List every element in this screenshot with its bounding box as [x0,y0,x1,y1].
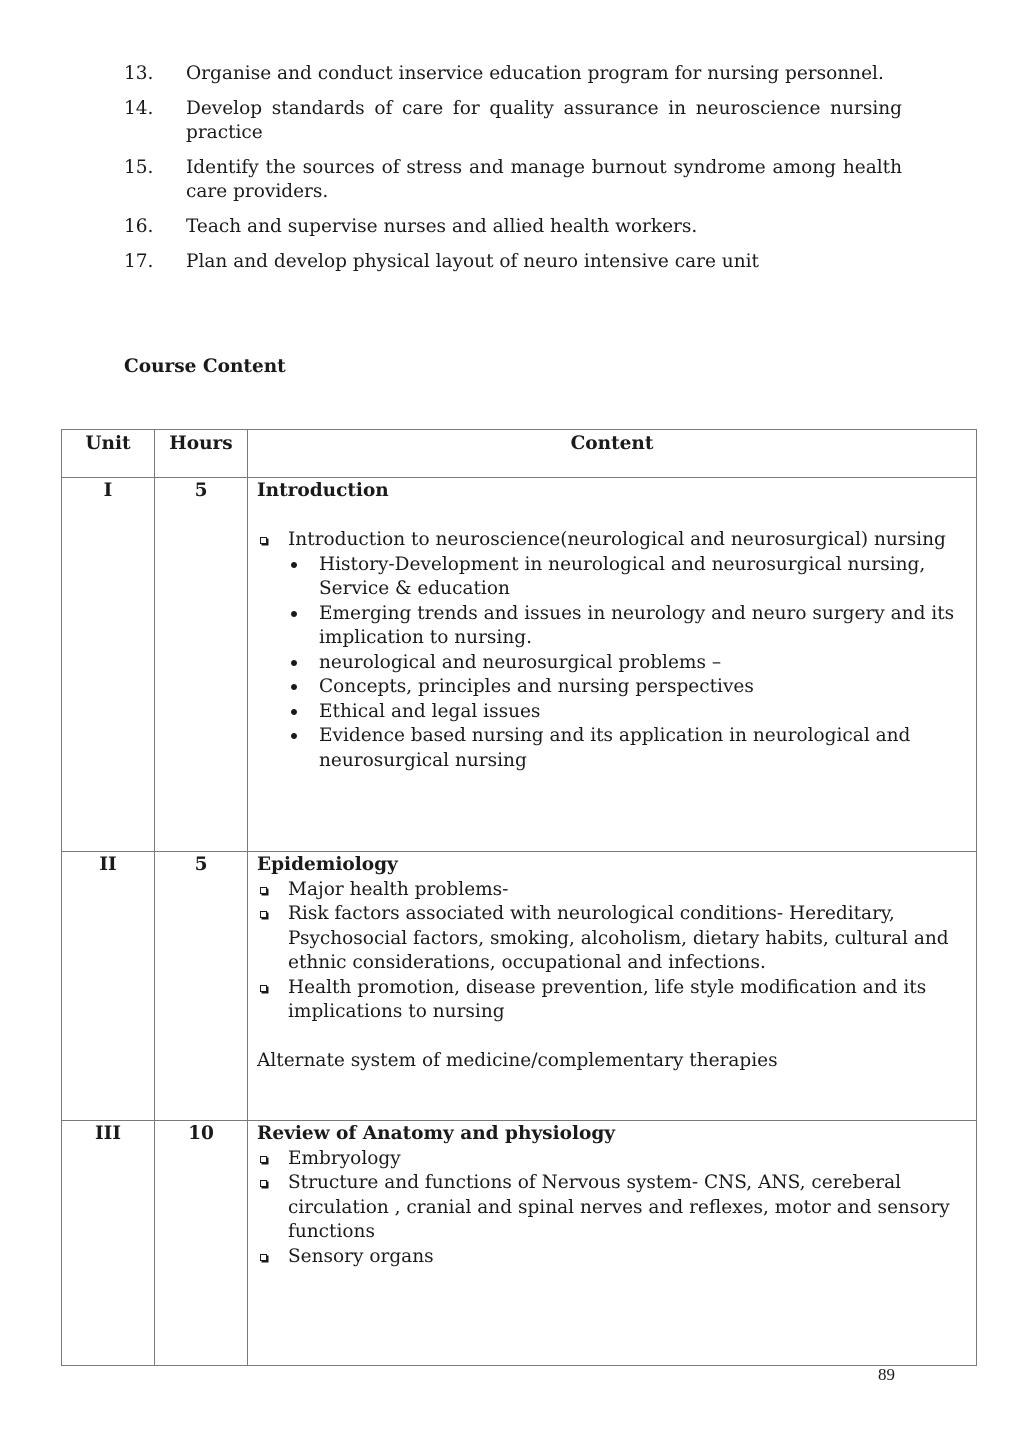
list-item: Major health problems- [257,878,968,903]
objective-text: Organise and conduct inservice education program for nursing personnel. [186,63,884,84]
list-item-text: Introduction to neuroscience(neurological and neurosurgical) nursing [288,529,946,550]
sub-list-item: neurological and neurosurgical problems – [288,651,968,676]
content-list [257,528,968,773]
spacer [257,504,968,529]
objective-item [124,250,902,274]
hours-cell: 5 [155,478,248,852]
unit-title: Introduction [257,480,389,501]
hours-cell: 10 [155,1121,248,1366]
spacer [257,1025,968,1050]
course-content-table [61,429,977,1366]
section-title: Course Content [124,356,286,377]
content-list [257,878,968,1025]
header-unit: Unit [62,430,155,478]
header-content: Content [248,430,977,478]
sub-list-item: Evidence based nursing and its application in neurological and neurosurgical nursing [288,724,968,773]
content-list [257,1147,968,1270]
table-row [62,1121,977,1366]
list-item: Sensory organs [257,1245,968,1270]
sub-list-item: Emerging trends and issues in neurology and neuro surgery and its implication to nursing. [288,602,968,651]
objective-number: 14. [124,98,154,119]
table-row [62,852,977,1121]
page-number: 89 [878,1365,895,1384]
sub-list-item: History-Development in neurological and neurosurgical nursing, Service & education [288,553,968,602]
unit-cell: I [62,478,155,852]
sub-list [288,553,968,774]
list-item [257,528,968,773]
unit-title: Review of Anatomy and physiology [257,1123,616,1144]
sub-list-item: Concepts, principles and nursing perspectives [288,675,968,700]
objective-number: 13. [124,63,154,84]
content-cell [248,852,977,1121]
objective-item [124,97,902,145]
unit-title: Epidemiology [257,854,398,875]
content-cell [248,1121,977,1366]
list-item: Structure and functions of Nervous system- CNS, ANS, cereberal circulation , cranial and spinal nerves and reflexes, motor and sensory functions [257,1171,968,1245]
objective-number: 15. [124,157,154,178]
content-cell [248,478,977,852]
objective-text: Teach and supervise nurses and allied health workers. [186,216,698,237]
list-item: Embryology [257,1147,968,1172]
list-item: Health promotion, disease prevention, life style modification and its implications to nursing [257,976,968,1025]
objective-item [124,215,902,239]
objective-number: 16. [124,216,154,237]
objective-text: Identify the sources of stress and manage burnout syndrome among health care providers. [186,157,902,202]
objectives-list [124,62,902,285]
objective-item [124,156,902,204]
objective-text: Develop standards of care for quality assurance in neuroscience nursing practice [186,98,902,143]
hours-cell: 5 [155,852,248,1121]
table-header-row [62,430,977,478]
objective-text: Plan and develop physical layout of neuro intensive care unit [186,251,759,272]
unit-cell: III [62,1121,155,1366]
header-hours: Hours [155,430,248,478]
unit-note: Alternate system of medicine/complementary therapies [257,1050,778,1071]
objective-item [124,62,902,86]
objective-number: 17. [124,251,154,272]
list-item: Risk factors associated with neurological conditions- Hereditary, Psychosocial factors, smoking, alcoholism, dietary habits, cultural and ethnic considerations, occupational and infections. [257,902,968,976]
unit-cell: II [62,852,155,1121]
table-row [62,478,977,852]
sub-list-item: Ethical and legal issues [288,700,968,725]
